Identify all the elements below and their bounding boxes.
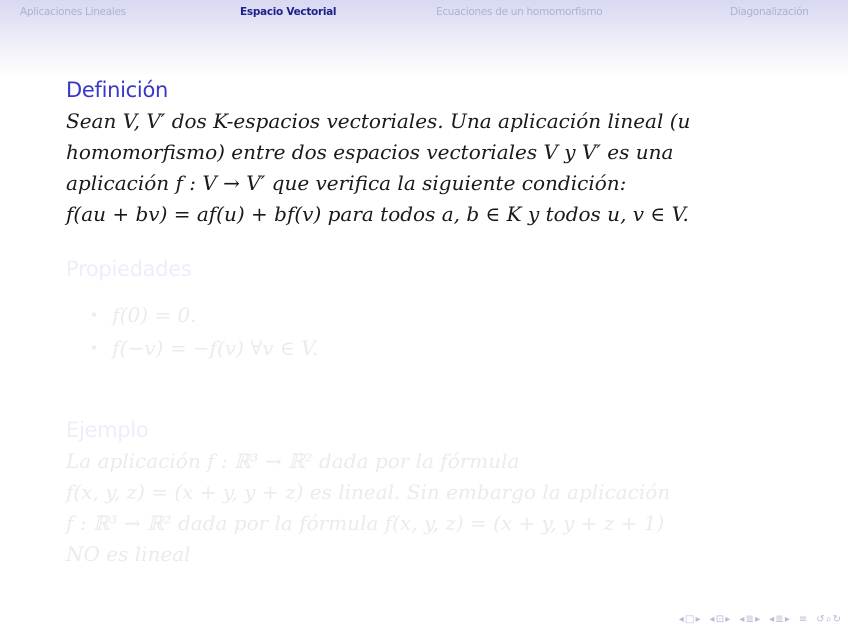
beamer-navigation-controls (679, 614, 840, 625)
bullet-icon: • (90, 308, 99, 324)
nav-item-ecuaciones-homomorfismo[interactable]: Ecuaciones de un homomorfismo (436, 6, 603, 18)
definition-line: homomorfismo) entre dos espacios vectoriales V y V′ es una (66, 140, 674, 164)
example-line: f(x, y, z) = (x + y, y + z) es lineal. Sin embargo la aplicación (66, 480, 671, 504)
example-line: NO es lineal (66, 542, 191, 566)
list-item (90, 332, 806, 365)
subsection-navigation-icon[interactable]: ◂ ≣ ▸ (739, 614, 760, 625)
property-text: f(0) = 0. (112, 303, 197, 327)
nav-item-diagonalizacion[interactable]: Diagonalización (730, 6, 809, 18)
slide-navigation-icon[interactable]: ◂ ≣ ▸ (769, 614, 789, 625)
definition-block (66, 78, 806, 230)
properties-list (66, 299, 806, 365)
list-item (90, 299, 806, 332)
example-line: f : ℝ³ → ℝ² dada por la fórmula f(x, y, z) = (x + y, y + z + 1) (66, 511, 665, 535)
nav-item-aplicaciones-lineales[interactable]: Aplicaciones Lineales (20, 6, 126, 18)
section-navigation-icon[interactable]: ◂ ⊡ ▸ (709, 614, 730, 625)
navigation-header (0, 0, 848, 78)
definition-line: aplicación f : V → V′ que verifica la siguiente condición: (66, 171, 627, 195)
frame-navigation-icon[interactable]: ◂ □ ▸ (678, 614, 700, 625)
properties-block (66, 257, 806, 365)
bullet-icon: • (90, 341, 99, 357)
nav-item-espacio-vectorial[interactable]: Espacio Vectorial (240, 6, 337, 18)
example-block (66, 418, 806, 570)
example-title: Ejemplo (66, 418, 149, 442)
definition-title: Definición (66, 78, 169, 102)
definition-line: Sean V, V′ dos K-espacios vectoriales. Una aplicación lineal (u (66, 109, 691, 133)
definition-line: f(au + bv) = af(u) + bf(v) para todos a, b ∈ K y todos u, v ∈ V. (66, 202, 689, 226)
example-line: La aplicación f : ℝ³ → ℝ² dada por la fórmula (66, 449, 520, 473)
properties-title: Propiedades (66, 257, 192, 281)
align-icon[interactable]: ≡ (798, 614, 807, 625)
property-text: f(−v) = −f(v) ∀v ∈ V. (112, 336, 319, 360)
search-icon[interactable]: ↺ ⌕ ↻ (816, 614, 840, 625)
